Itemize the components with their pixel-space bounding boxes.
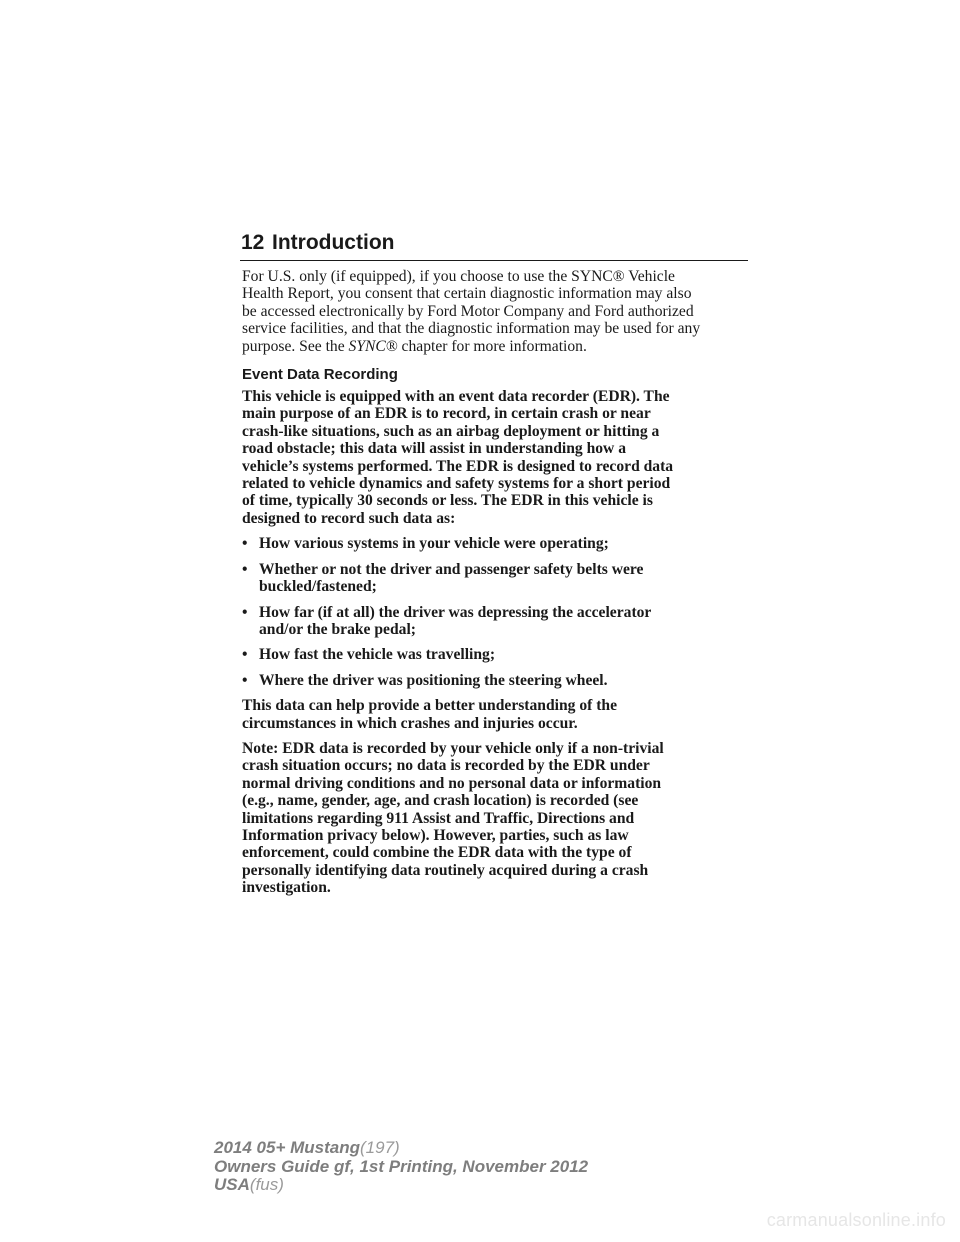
paragraph-line: enforcement, could combine the EDR data with the type of (242, 844, 632, 862)
paragraph-line: vehicle’s systems performed. The EDR is designed to record data (242, 457, 674, 475)
list-item (242, 561, 752, 596)
intro-paragraph (242, 268, 752, 355)
page-content (242, 268, 752, 897)
list-item-text: and/or the brake pedal; (259, 620, 416, 638)
list-item-text: How far (if at all) the driver was depressing the accelerator (259, 603, 652, 621)
intro-line: be accessed electronically by Ford Motor Company and Ford authorized (242, 302, 694, 320)
intro-line: chapter for more information. (397, 337, 587, 355)
page-number: 12 (241, 231, 265, 254)
paragraph-line: Information privacy below). However, parties, such as law (242, 826, 629, 844)
paragraph-line: main purpose of an EDR is to record, in certain crash or near (242, 405, 651, 423)
intro-line: purpose. See the (242, 337, 349, 355)
footer-region-code: (fus) (249, 1175, 284, 1195)
intro-line: Health Report, you consent that certain diagnostic information may also (242, 285, 692, 303)
list-item (242, 535, 752, 552)
paragraph-line: circumstances in which crashes and injuries occur. (242, 714, 578, 732)
bullet-icon: • (242, 603, 248, 621)
site-watermark: carmanualsonline.info (766, 1210, 946, 1230)
list-item-text: Whether or not the driver and passenger safety belts were (259, 560, 644, 578)
paragraph-line: personally identifying data routinely acquired during a crash (242, 861, 649, 879)
edr-description-paragraph (242, 388, 752, 527)
list-item (242, 646, 752, 663)
paragraph-line: investigation. (242, 879, 331, 897)
footer-line-region (214, 1176, 588, 1195)
paragraph-line: (e.g., name, gender, age, and crash location) is recorded (see (242, 792, 639, 810)
list-item-text: How fast the vehicle was travelling; (259, 646, 496, 664)
list-item-text: buckled/fastened; (259, 578, 377, 596)
paragraph-line: road obstacle; this data will assist in understanding how a (242, 440, 626, 458)
bullet-icon: • (242, 671, 248, 689)
page-header (240, 228, 748, 261)
footer-model: 2014 05+ Mustang (214, 1138, 360, 1157)
paragraph-line: limitations regarding 911 Assist and Traffic, Directions and (242, 809, 635, 827)
paragraph-line: related to vehicle dynamics and safety systems for a short period (242, 475, 671, 493)
section-title: Introduction (272, 231, 395, 254)
list-item-text: Where the driver was positioning the steering wheel. (259, 671, 608, 689)
footer-printing: Owners Guide gf, 1st Printing, November 2012 (214, 1156, 589, 1176)
paragraph-line: Note: EDR data is recorded by your vehicle only if a non-trivial (242, 739, 664, 757)
paragraph-line: of time, typically 30 seconds or less. The EDR in this vehicle is (242, 492, 653, 510)
list-item-text: How various systems in your vehicle were operating; (259, 535, 609, 553)
bullet-icon: • (242, 560, 248, 578)
paragraph-line: crash situation occurs; no data is recorded by the EDR under (242, 757, 650, 775)
bullet-icon: • (242, 535, 248, 553)
list-item (242, 604, 752, 639)
paragraph-line: crash-like situations, such as an airbag deployment or hitting a (242, 422, 660, 440)
paragraph-line: This vehicle is equipped with an event data recorder (EDR). The (242, 388, 670, 406)
footer-region: USA (214, 1175, 250, 1195)
bullet-icon: • (242, 646, 248, 664)
sync-chapter-reference: SYNC® (348, 337, 398, 355)
paragraph-line: This data can help provide a better understanding of the (242, 697, 618, 715)
footer-line-model (214, 1139, 588, 1158)
edr-note-paragraph (242, 740, 752, 897)
section-heading-event-data-recording: Event Data Recording (242, 366, 398, 384)
edr-benefit-paragraph (242, 697, 752, 732)
intro-line: service facilities, and that the diagnostic information may be used for any (242, 320, 701, 338)
intro-line: For U.S. only (if equipped), if you choose to use the SYNC® Vehicle (242, 268, 675, 285)
edr-data-list (242, 535, 752, 689)
paragraph-line: normal driving conditions and no personal data or information (242, 774, 662, 792)
print-footer (214, 1139, 588, 1195)
paragraph-line: designed to record such data as: (242, 509, 456, 527)
list-item (242, 672, 752, 689)
footer-page-code: (197) (360, 1138, 400, 1157)
